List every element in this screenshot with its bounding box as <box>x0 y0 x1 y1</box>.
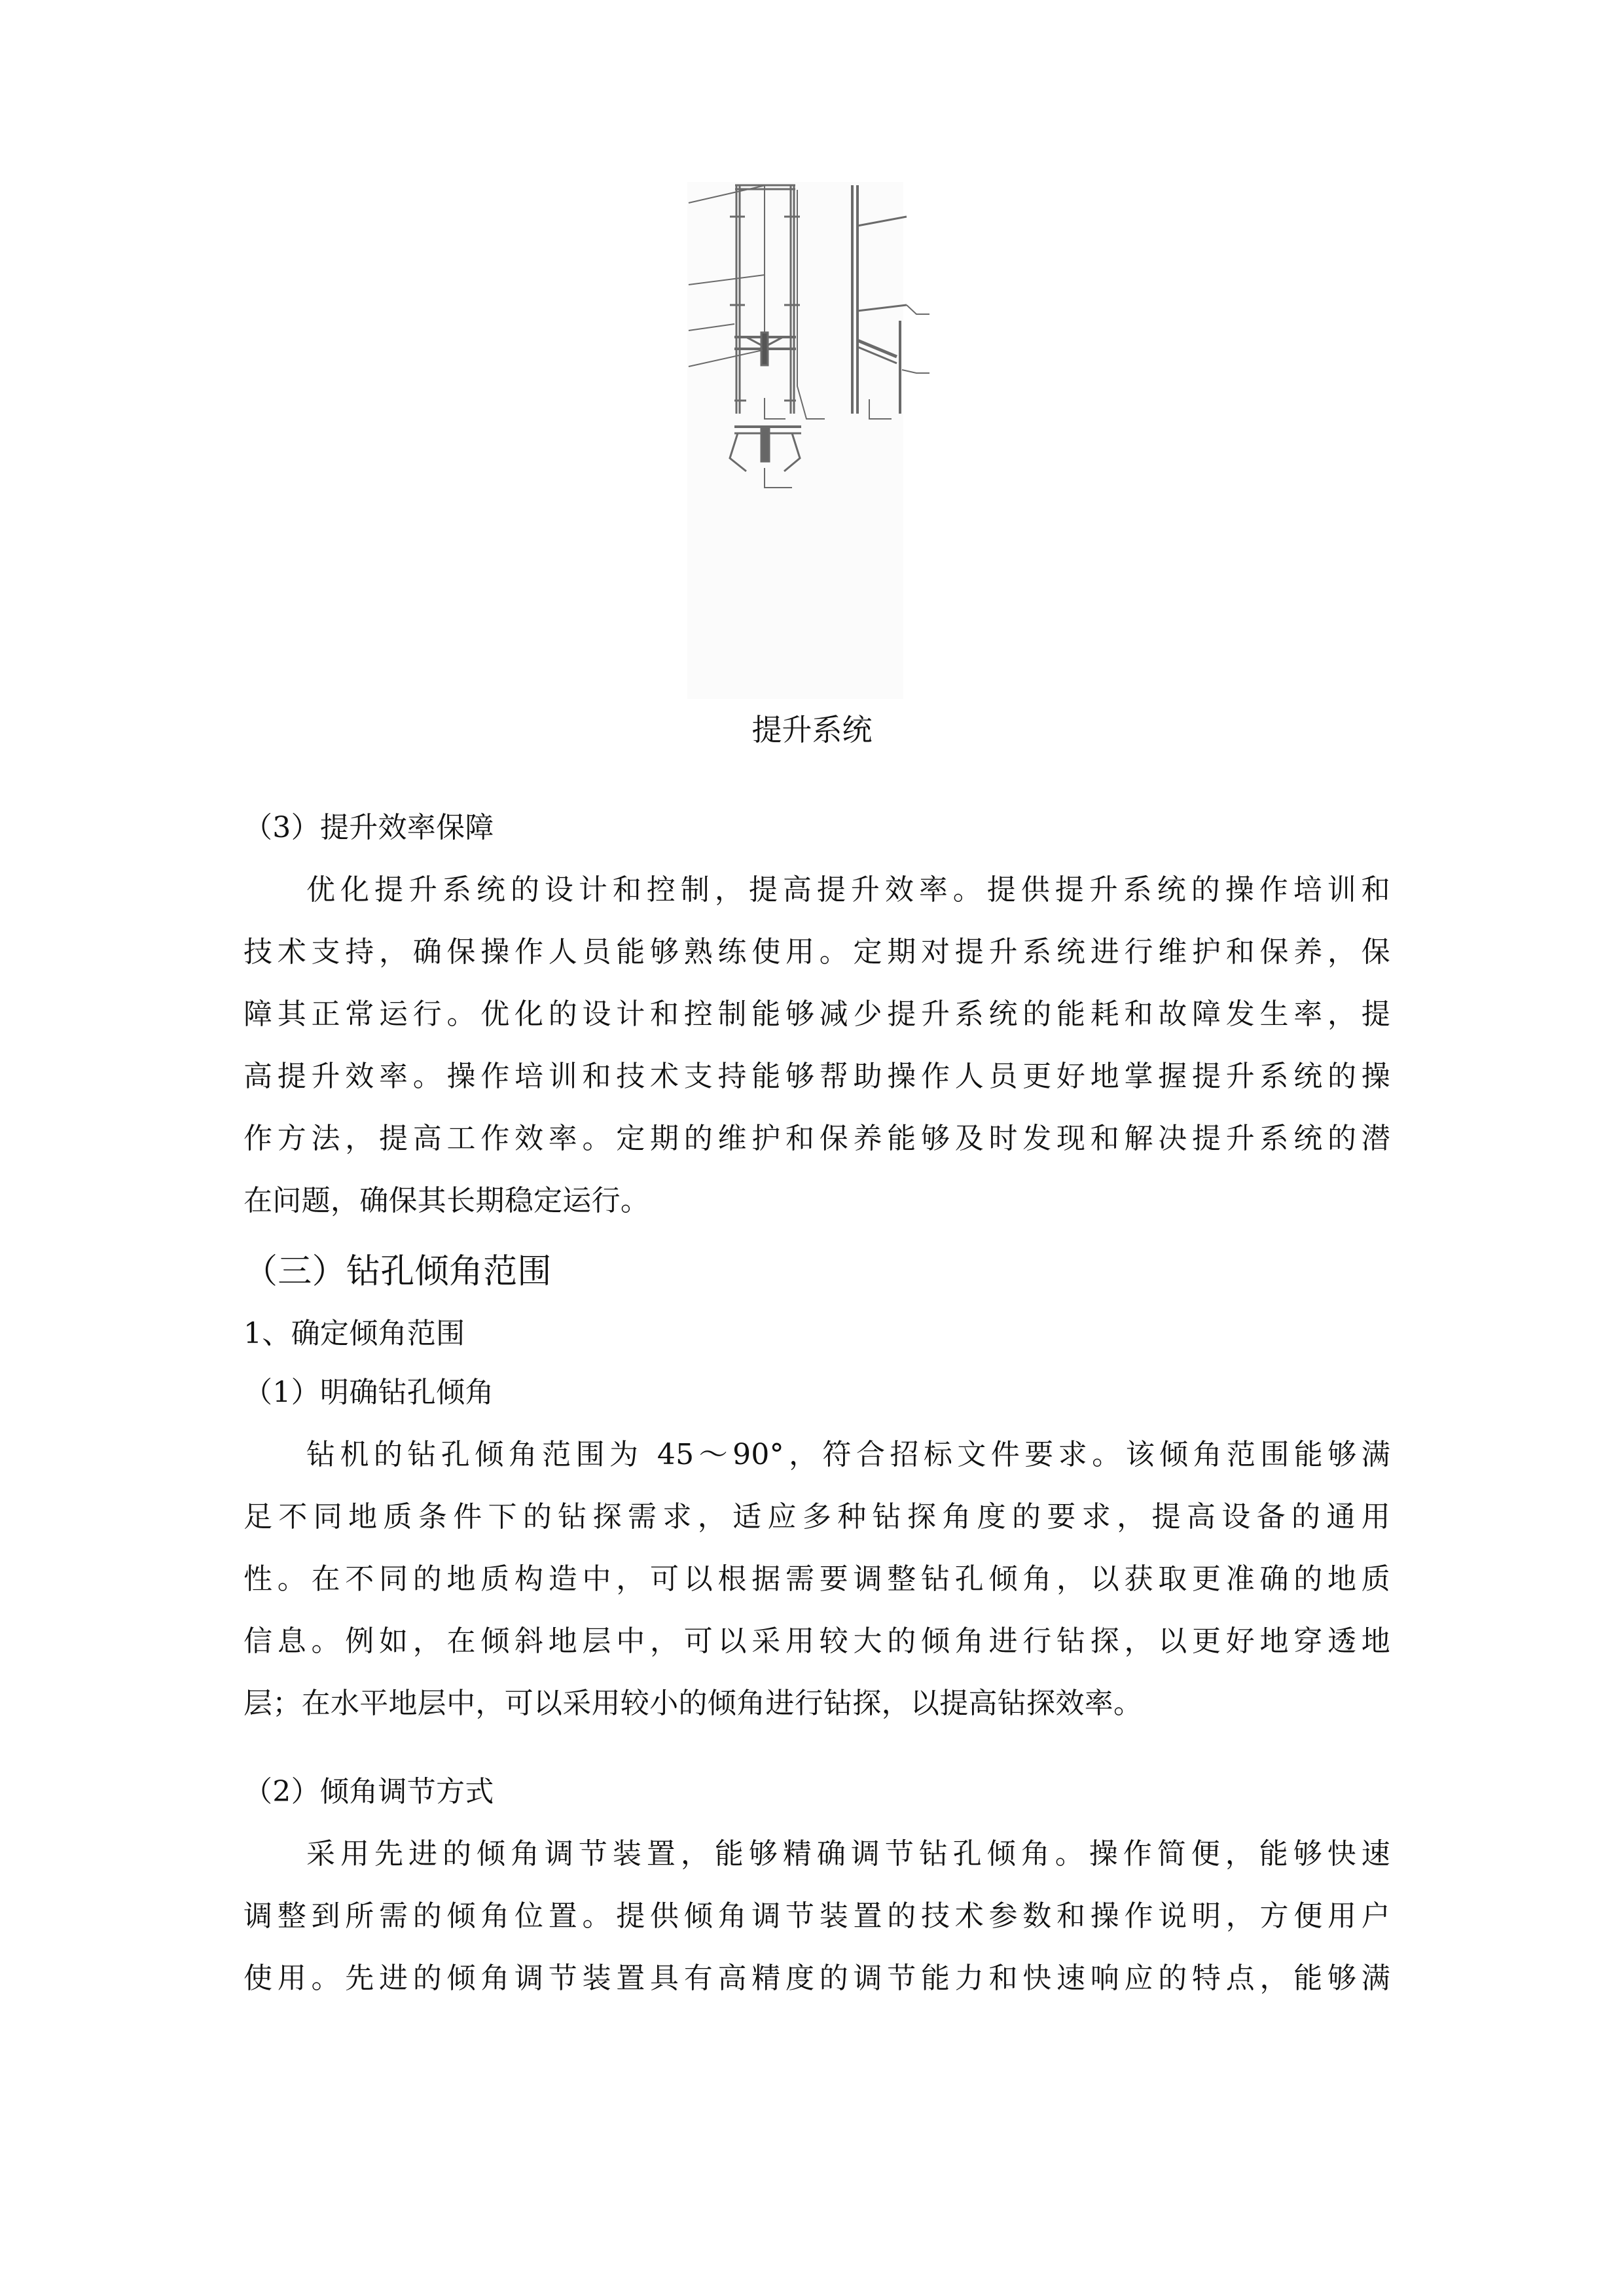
lifting-system-figure <box>681 177 943 700</box>
paragraph-line: 层；在水平地层中，可以采用较小的倾角进行钻探，以提高钻探效率。 <box>244 1687 1143 1720</box>
item-heading: （2）倾角调节方式 <box>244 1775 494 1808</box>
paragraph-line: 作方法，提高工作效率。定期的维护和保养能够及时发现和解决提升系统的潜 <box>244 1122 1390 1155</box>
subsection-heading: 1、确定倾角范围 <box>244 1317 465 1350</box>
paragraph-line: 钻机的钻孔倾角范围为 45～90°，符合招标文件要求。该倾角范围能够满 <box>306 1438 1390 1471</box>
paragraph-line: 高提升效率。操作培训和技术支持能够帮助操作人员更好地掌握提升系统的操 <box>244 1060 1390 1093</box>
paragraph-line: 信息。例如，在倾斜地层中，可以采用较大的倾角进行钻探，以更好地穿透地 <box>244 1624 1390 1658</box>
paragraph-line: 优化提升系统的设计和控制，提高提升效率。提供提升系统的操作培训和 <box>306 873 1390 906</box>
paragraph-line: 足不同地质条件下的钻探需求，适应多种钻探角度的要求，提高设备的通用 <box>244 1500 1390 1534</box>
chapter-heading: （三）钻孔倾角范围 <box>244 1252 552 1291</box>
paragraph-line: 调整到所需的倾角位置。提供倾角调节装置的技术参数和操作说明，方便用户 <box>244 1899 1390 1933</box>
paragraph-line: 性。在不同的地质构造中，可以根据需要调整钻孔倾角，以获取更准确的地质 <box>244 1562 1390 1596</box>
paragraph-line: 采用先进的倾角调节装置，能够精确调节钻孔倾角。操作简便，能够快速 <box>306 1837 1390 1871</box>
item-heading: （1）明确钻孔倾角 <box>244 1376 494 1409</box>
paragraph-line: 在问题，确保其长期稳定运行。 <box>244 1184 650 1217</box>
section-heading: （3）提升效率保障 <box>244 811 494 844</box>
paragraph-line: 障其正常运行。优化的设计和控制能够减少提升系统的能耗和故障发生率，提 <box>244 997 1390 1031</box>
paragraph-line: 使用。先进的倾角调节装置具有高精度的调节能力和快速响应的特点，能够满 <box>244 1962 1390 1995</box>
figure-caption: 提升系统 <box>751 712 873 747</box>
paragraph-line: 技术支持，确保操作人员能够熟练使用。定期对提升系统进行维护和保养，保 <box>244 935 1390 969</box>
lifting-system-drawing-icon <box>681 177 943 700</box>
